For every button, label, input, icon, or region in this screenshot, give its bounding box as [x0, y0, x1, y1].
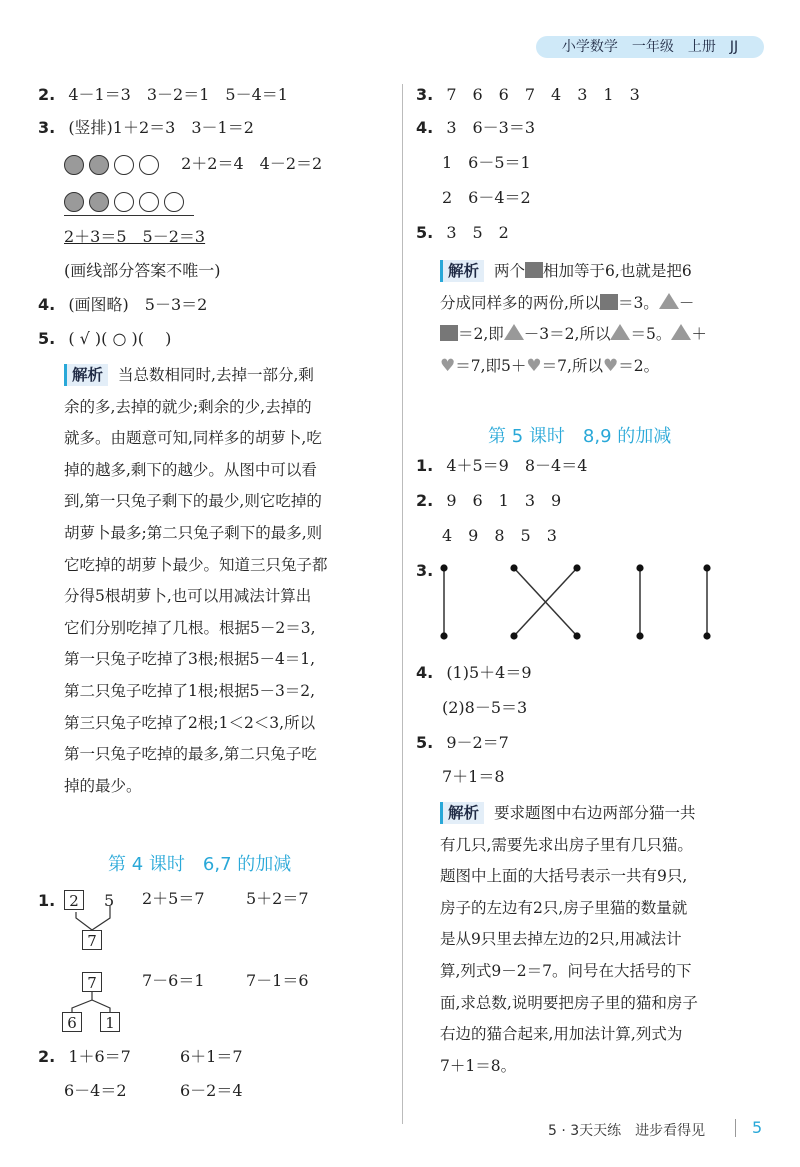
- header-badge: 小学数学 一年级 上册 JJ: [536, 36, 764, 58]
- footer-text: 5 · 3天天练 进步看得见: [548, 1123, 706, 1139]
- l5-q2-row2: 4 9 8 5 3: [442, 526, 557, 545]
- footer-divider: [735, 1119, 736, 1137]
- l5-q1: 1. 4＋5＝9 8－4＝4: [416, 456, 588, 475]
- square-icon: [600, 294, 618, 310]
- right-q5: 5. 3 5 2: [416, 223, 509, 242]
- l4-q1-eq3: 7－6＝1: [142, 971, 205, 990]
- column-divider: [402, 84, 403, 1124]
- heart-icon: ♥: [440, 355, 456, 376]
- l4-q1-eq4: 7－1＝6: [246, 971, 309, 990]
- l5-q5-b: 7＋1＝8: [442, 767, 505, 786]
- l5-q4: 4. (1)5＋4＝9: [416, 663, 532, 682]
- empty-circle-icon: [139, 155, 159, 175]
- number-box: 1: [100, 1012, 120, 1032]
- number-box: 7: [82, 930, 102, 950]
- l4-q2-c: 6－4＝2: [64, 1081, 127, 1100]
- underline: [64, 215, 194, 216]
- right-q4-l2: 1 6－5＝1: [442, 153, 531, 172]
- matching-diagram: [430, 558, 730, 648]
- l5-q2: 2. 9 6 1 3 9: [416, 491, 562, 510]
- left-q4: 4. (画图略) 5－3＝2: [38, 295, 208, 314]
- number-box: 6: [62, 1012, 82, 1032]
- square-icon: [525, 262, 543, 278]
- heart-icon: ♥: [526, 355, 542, 376]
- filled-circle-icon: [89, 192, 109, 212]
- left-q5: 5. ( √ )( ○ )( ): [38, 329, 172, 348]
- filled-circle-icon: [64, 192, 84, 212]
- left-q3-line3: 2＋3＝5 5－2＝3: [64, 227, 206, 246]
- lesson-4-title: 第 4 课时 6,7 的加减: [108, 854, 292, 875]
- analysis-label: 解析: [64, 364, 108, 386]
- triangle-icon: [659, 293, 679, 309]
- number-box: 2: [64, 890, 84, 910]
- analysis-label: 解析: [440, 802, 484, 824]
- left-q3-circles2: [64, 190, 189, 212]
- empty-circle-icon: [164, 192, 184, 212]
- right-q4-l3: 2 6－4＝2: [442, 188, 531, 207]
- left-q3: 3. (竖排)1＋2＝3 3－1＝2: [38, 118, 254, 137]
- filled-circle-icon: [64, 155, 84, 175]
- triangle-icon: [610, 324, 630, 340]
- analysis-3: 解析 要求题图中右边两部分猫一共 有几只,需要先求出房子里有几只猫。 题图中上面的大括号表示一共有9只, 房子的左边有2只,房子里猫的数量就 是从9只里去掉左边的2只,用减法计 算,列式9－2＝7。问号在大括号的下 面,求总数,说明要把房子里的猫和房子 右边的猫合起来,用加法计算,列式为 7＋1＝8。: [440, 804, 698, 1075]
- triangle-icon: [671, 324, 691, 340]
- l4-q2-d: 6－2＝4: [180, 1081, 243, 1100]
- l4-q1-num: 1.: [38, 891, 56, 910]
- l4-q1-eq1: 2＋5＝7: [142, 889, 205, 908]
- analysis-1: 解析 当总数相同时,去掉一部分,剩 余的多,去掉的就少;剩余的少,去掉的 就多。由题意可知,同样多的胡萝卜,吃 掉的越多,剩下的越少。从图中可以看 到,第一只兔子剩下的最少,则它吃掉的 胡萝卜最多;第二只兔子剩下的最多,则 它吃掉的胡萝卜最少。知道三只兔子都 分得5根胡萝卜,也可以用减法计算出 它们分别吃掉了几根。根据5－2＝3, 第一只兔子吃掉了3根;根据5－4＝1, 第二只兔子吃掉了1根;根据5－3＝2, 第三只兔子吃掉了2根;1＜2＜3,所以 第一只兔子吃掉的最多,第二只兔子吃 掉的最少。: [64, 366, 328, 795]
- l5-q3: 3.: [416, 561, 434, 580]
- page-number: 5: [752, 1118, 763, 1137]
- empty-circle-icon: [114, 192, 134, 212]
- right-q4: 4. 3 6－3＝3: [416, 118, 536, 137]
- l4-q2-b: 6＋1＝7: [180, 1047, 243, 1066]
- filled-circle-icon: [89, 155, 109, 175]
- lesson-5-title: 第 5 课时 8,9 的加减: [488, 426, 672, 447]
- analysis-2: 解析 两个 相加等于6,也就是把6 分成同样多的两份,所以 ＝3。 － ＝2,即 －3＝2,所以 ＝5。 ＋ ♥＝7,即5＋♥＝7,所以♥＝2。: [440, 256, 780, 382]
- l5-q4-b: (2)8－5＝3: [442, 698, 528, 717]
- l4-q1-eq2: 5＋2＝7: [246, 889, 309, 908]
- right-q3: 3. 7 6 6 7 4 3 1 3: [416, 85, 640, 104]
- l4-q2: 2. 1＋6＝7: [38, 1047, 131, 1066]
- left-q3-circles1: 2＋2＝4 4－2＝2: [64, 153, 322, 175]
- empty-circle-icon: [139, 192, 159, 212]
- analysis-label: 解析: [440, 260, 484, 282]
- triangle-icon: [504, 324, 524, 340]
- heart-icon: ♥: [602, 355, 619, 376]
- empty-circle-icon: [114, 155, 134, 175]
- l5-q5: 5. 9－2＝7: [416, 733, 509, 752]
- number-box: 7: [82, 972, 102, 992]
- square-icon: [440, 325, 458, 341]
- left-q2: 2. 4－1＝3 3－2＝1 5－4＝1: [38, 85, 288, 104]
- number-label: 5: [104, 891, 115, 910]
- left-q3-note: (画线部分答案不唯一): [64, 261, 221, 280]
